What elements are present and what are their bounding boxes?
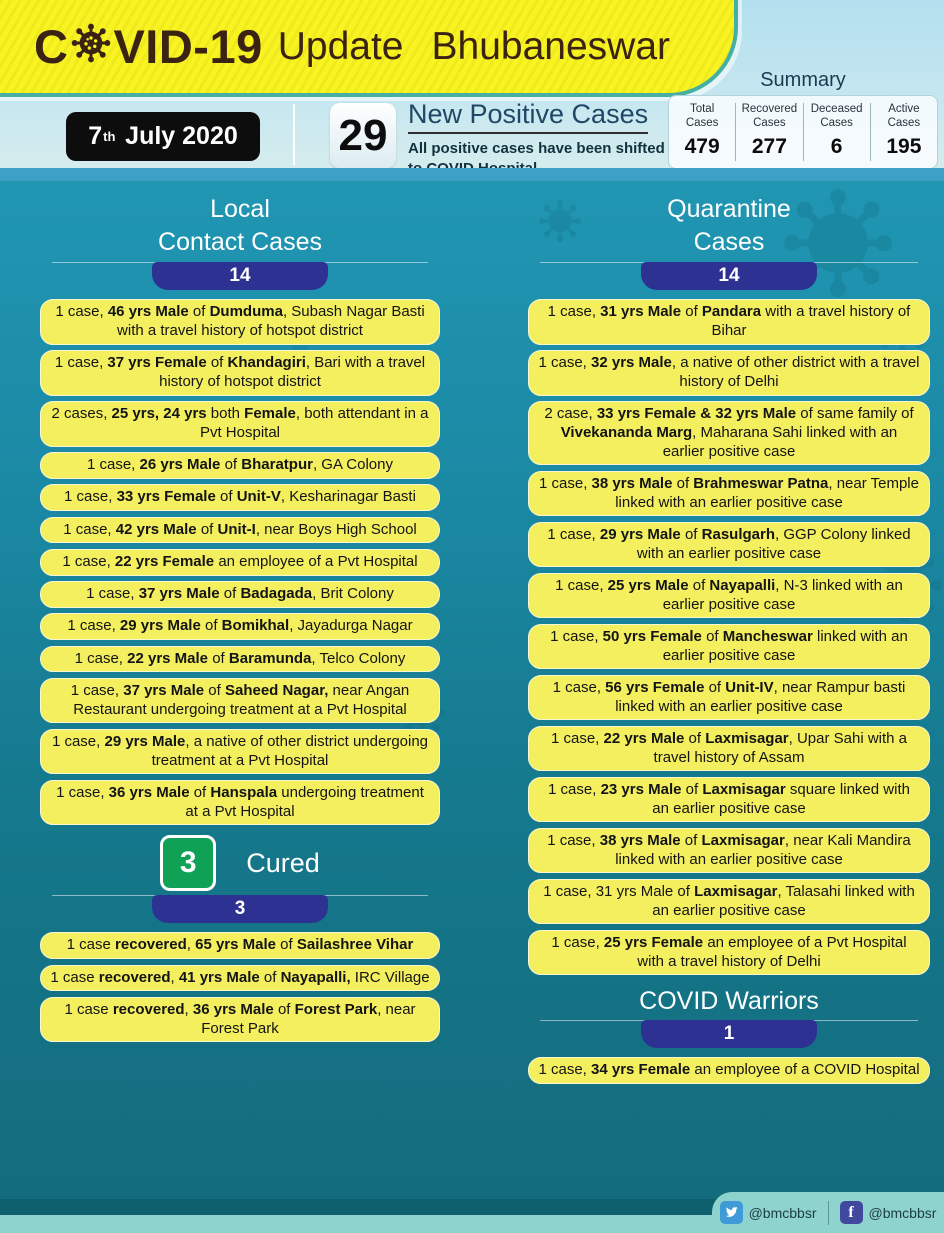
header-divider xyxy=(293,104,295,165)
summary-title: Summary xyxy=(760,69,846,91)
case-card: 1 case, 37 yrs Male of Badagada, Brit Colony xyxy=(40,581,440,608)
case-card: 1 case, 36 yrs Male of Hanspala undergoing treatment at a Pvt Hospital xyxy=(40,780,440,826)
local-contact-section xyxy=(40,193,440,1048)
summary-recovered-value: 277 xyxy=(751,134,787,158)
case-card: 1 case, 25 yrs Female an employee of a Pvt Hospital with a travel history of Delhi xyxy=(528,930,930,976)
case-card: 1 case, 32 yrs Male, a native of other district with a travel history of Delhi xyxy=(528,350,930,396)
summary-panel xyxy=(668,95,938,169)
brand-c: C xyxy=(34,20,69,73)
banner-city: Bhubaneswar xyxy=(431,24,670,68)
cured-label: Cured xyxy=(246,847,320,878)
new-positive-title: New Positive Cases xyxy=(408,99,648,134)
covid-warriors-title: COVID Warriors xyxy=(639,987,819,1016)
divider xyxy=(828,1201,829,1225)
case-card: 1 case, 26 yrs Male of Bharatpur, GA Colony xyxy=(40,452,440,479)
date-pill: 7 th July 2020 xyxy=(66,112,260,161)
case-card: 1 case recovered, 65 yrs Male of Sailashree Vihar xyxy=(40,932,440,959)
social-tab xyxy=(712,1192,944,1233)
case-card: 1 case, 22 yrs Male of Laxmisagar, Upar Sahi with a travel history of Assam xyxy=(528,726,930,772)
case-card: 1 case, 34 yrs Female an employee of a COVID Hospital xyxy=(528,1057,930,1084)
case-card: 1 case, 31 yrs Male of Pandara with a travel history of Bihar xyxy=(528,299,930,345)
summary-deceased: Deceased Cases 6 xyxy=(803,103,870,161)
local-count-badge: 14 xyxy=(152,262,328,290)
case-card: 2 case, 33 yrs Female & 32 yrs Male of same family of Vivekananda Marg, Maharana Sahi linked with an earlier positive case xyxy=(528,401,930,465)
case-card: 1 case recovered, 41 yrs Male of Nayapalli, IRC Village xyxy=(40,965,440,992)
case-card: 1 case, 29 yrs Male, a native of other district undergoing treatment at a Pvt Hospital xyxy=(40,729,440,775)
covid-brand xyxy=(34,18,263,75)
header-blue-strip xyxy=(0,168,944,181)
summary-total: Total Cases 479 xyxy=(669,103,735,161)
warriors-cards xyxy=(528,1057,930,1084)
cured-header xyxy=(40,835,440,891)
case-card: 1 case recovered, 36 yrs Male of Forest Park, near Forest Park xyxy=(40,997,440,1043)
summary-recovered: Recovered Cases 277 xyxy=(735,103,802,161)
case-card: 1 case, 25 yrs Male of Nayapalli, N-3 linked with an earlier positive case xyxy=(528,573,930,619)
summary-active-value: 195 xyxy=(886,134,922,158)
case-card: 2 cases, 25 yrs, 24 yrs both Female, both attendant in a Pvt Hospital xyxy=(40,401,440,447)
summary-total-value: 479 xyxy=(684,134,720,158)
case-card: 1 case, 22 yrs Male of Baramunda, Telco Colony xyxy=(40,646,440,673)
local-contact-title: Local Contact Cases xyxy=(158,195,322,256)
twitter-handle[interactable]: @bmcbbsr xyxy=(720,1201,817,1224)
summary-active: Active Cases 195 xyxy=(870,103,937,161)
local-cards xyxy=(40,299,440,825)
new-positive-subtitle: All positive cases have been shifted xyxy=(408,140,665,157)
case-card: 1 case, 56 yrs Female of Unit-IV, near Rampur basti linked with an earlier positive case xyxy=(528,675,930,721)
summary-deceased-value: 6 xyxy=(830,134,843,158)
banner-update: Update xyxy=(277,24,404,68)
case-card: 1 case, 29 yrs Male of Bomikhal, Jayadurga Nagar xyxy=(40,613,440,640)
warriors-count-badge: 1 xyxy=(641,1020,817,1048)
case-card: 1 case, 33 yrs Female of Unit-V, Kesharinagar Basti xyxy=(40,484,440,511)
facebook-icon: f xyxy=(840,1201,863,1224)
new-cases-count: 29 xyxy=(330,103,396,168)
brand-vid19: VID-19 xyxy=(113,20,263,73)
cured-count-box: 3 xyxy=(160,835,216,891)
case-card: 1 case, 29 yrs Male of Rasulgarh, GGP Colony linked with an earlier positive case xyxy=(528,522,930,568)
case-card: 1 case, 38 yrs Male of Laxmisagar, near Kali Mandira linked with an earlier positive case xyxy=(528,828,930,874)
quarantine-section xyxy=(528,193,930,1090)
title-banner xyxy=(0,0,738,97)
case-card: 1 case, 22 yrs Female an employee of a Pvt Hospital xyxy=(40,549,440,576)
case-card: 1 case, 37 yrs Male of Saheed Nagar, near Angan Restaurant undergoing treatment at a Pvt Hospital xyxy=(40,678,440,724)
cured-cards xyxy=(40,932,440,1042)
new-positive-block xyxy=(408,99,674,178)
quarantine-cards xyxy=(528,299,930,975)
cured-count-badge: 3 xyxy=(152,895,328,923)
case-card: 1 case, 31 yrs Male of Laxmisagar, Talasahi linked with an earlier positive case xyxy=(528,879,930,925)
case-card: 1 case, 38 yrs Male of Brahmeswar Patna, near Temple linked with an earlier positive case xyxy=(528,471,930,517)
case-card: 1 case, 46 yrs Male of Dumduma, Subash Nagar Basti with a travel history of hotspot district xyxy=(40,299,440,345)
case-card: 1 case, 37 yrs Female of Khandagiri, Bari with a travel history of hotspot district xyxy=(40,350,440,396)
quarantine-title: Quarantine Cases xyxy=(667,195,791,256)
quarantine-count-badge: 14 xyxy=(641,262,817,290)
case-card: 1 case, 50 yrs Female of Mancheswar linked with an earlier positive case xyxy=(528,624,930,670)
twitter-icon xyxy=(720,1201,743,1224)
case-card: 1 case, 23 yrs Male of Laxmisagar square linked with an earlier positive case xyxy=(528,777,930,823)
facebook-handle[interactable]: f @bmcbbsr xyxy=(840,1201,937,1224)
main-content xyxy=(0,181,944,1199)
virus-icon xyxy=(70,20,112,75)
case-card: 1 case, 42 yrs Male of Unit-I, near Boys High School xyxy=(40,517,440,544)
